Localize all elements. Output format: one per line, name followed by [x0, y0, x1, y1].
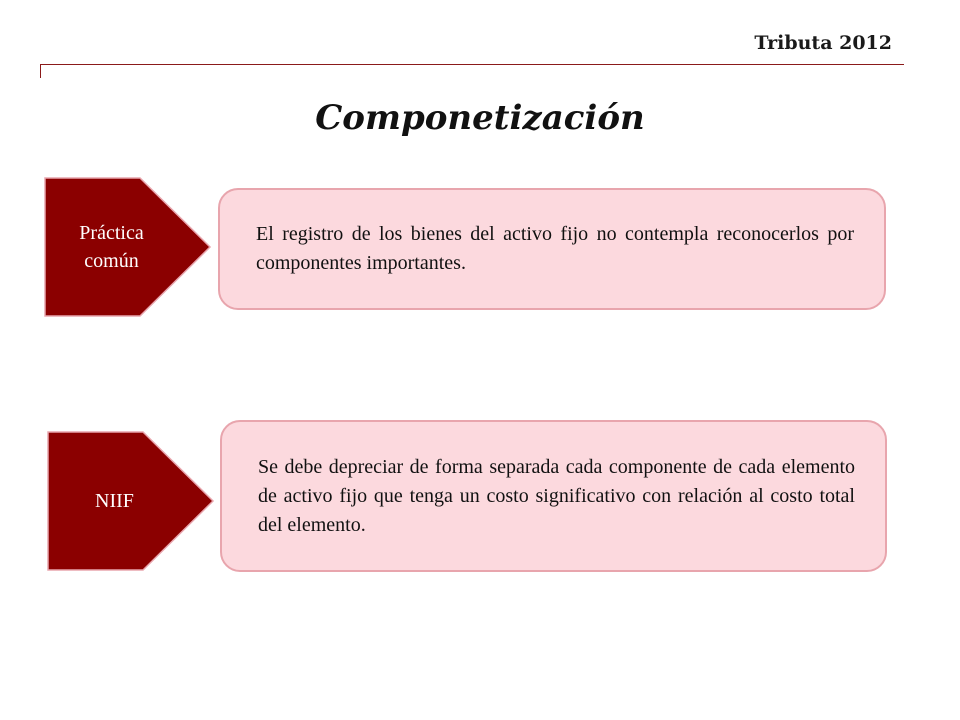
- brand-label: Tributa 2012: [754, 32, 892, 54]
- description-text: El registro de los bienes del activo fijo no contempla reconocerlos por componentes importantes.: [256, 223, 854, 274]
- tag-label: [47, 431, 182, 571]
- tag-line: Práctica: [79, 222, 144, 244]
- header-rule-tick: [40, 64, 41, 78]
- tag-practica-comun: [44, 177, 212, 317]
- tag-line: NIIF: [95, 490, 134, 512]
- description-card: [220, 420, 887, 572]
- tag-niif: [47, 431, 215, 571]
- header-rule: [40, 64, 904, 65]
- description-card: [218, 188, 886, 310]
- tag-label: [44, 177, 179, 317]
- description-text: Se debe depreciar de forma separada cada componente de cada elemento de activo fijo que tenga un costo significativo con relación al costo total del elemento.: [258, 455, 855, 536]
- slide-title: Componetización: [315, 98, 645, 138]
- tag-line: común: [84, 250, 139, 272]
